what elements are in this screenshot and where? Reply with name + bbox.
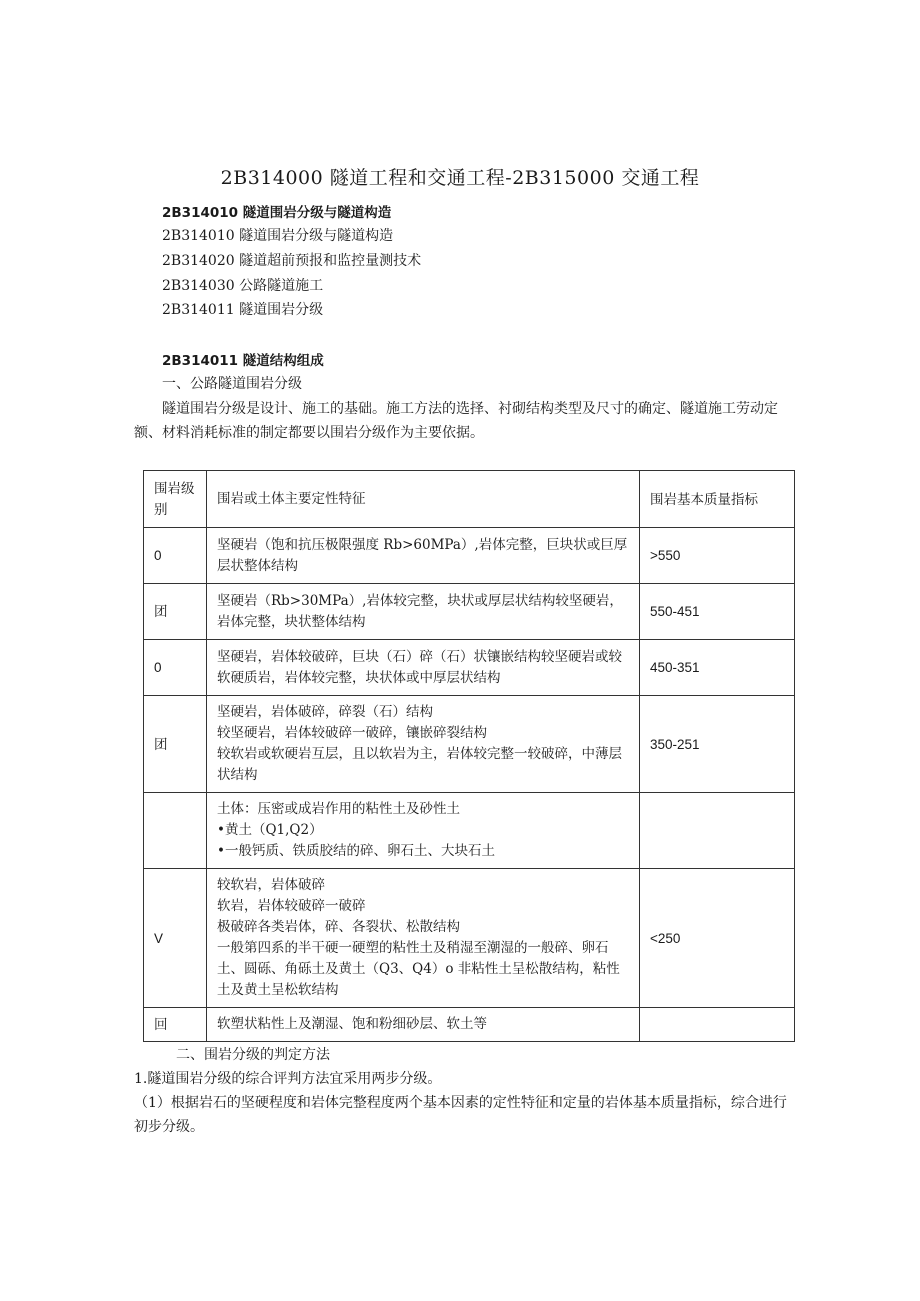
toc-item-1: 2B314010 隧道围岩分级与隧道构造 [162,205,392,221]
features-cell [207,696,640,793]
toc-item-4: 2B314030 公路隧道施工 [162,278,324,294]
grade-cell [144,793,207,869]
table-row [144,793,795,869]
feature-line: 坚硬岩，岩体破碎，碎裂（石）结构 [217,704,433,720]
feature-line: 土体：压密或成岩作用的粘性土及砂性土 [217,801,460,817]
method-point-1: 1.隧道围岩分级的综合评判方法宜采用两步分级。 [134,1071,442,1087]
grade-cell: 团 [144,696,207,793]
index-cell: 350-251 [640,696,795,793]
index-cell: >550 [640,528,795,584]
feature-line: 一般第四系的半干硬一硬塑的粘性土及稍湿至潮湿的一般碎、卵石土、圆砾、角砾土及黄土（Q3、Q4）o 非粘性土呈松散结构，粘性土及黄土呈松软结构 [217,940,620,998]
index-cell: <250 [640,869,795,1008]
index-cell: 550-451 [640,584,795,640]
feature-line: 软岩，岩体较破碎一破碎 [217,898,366,914]
subsection-heading-2: 二、围岩分级的判定方法 [176,1047,330,1063]
feature-line: •一般钙质、铁质胶结的碎、卵石土、大块石土 [217,843,495,859]
subsection-heading-1: 一、公路隧道围岩分级 [162,376,302,392]
feature-line: 坚硬岩（Rb>30MPa）,岩体较完整，块状或厚层状结构较坚硬岩，岩体完整，块状整体结构 [217,592,623,630]
header-index: 围岩基本质量指标 [640,471,795,528]
grade-cell: V [144,869,207,1008]
table-row [144,640,795,696]
header-grade: 围岩级别 [144,471,207,528]
table-row [144,696,795,793]
grade-cell: 0 [144,528,207,584]
features-cell [207,869,640,1008]
feature-line: •黄土（Q1,Q2） [217,822,323,838]
table-row [144,584,795,640]
features-cell [207,584,640,640]
features-cell [207,640,640,696]
table-header-row [144,471,795,528]
header-features: 围岩或土体主要定性特征 [207,471,640,528]
section-heading: 2B314011 隧道结构组成 [162,353,324,369]
table-row [144,528,795,584]
toc-item-3: 2B314020 隧道超前预报和监控量测技术 [162,253,422,269]
grade-cell: 团 [144,584,207,640]
feature-line: 较软岩，岩体破碎 [217,877,325,893]
grade-cell: 回 [144,1008,207,1042]
table-row [144,869,795,1008]
toc-item-5: 2B314011 隧道围岩分级 [162,302,324,318]
feature-line: 极破碎各类岩体，碎、各裂状、松散结构 [217,919,460,935]
table-row [144,1008,795,1042]
toc-item-2: 2B314010 隧道围岩分级与隧道构造 [162,228,394,244]
page-title: 2B314000 隧道工程和交通工程-2B315000 交通工程 [220,167,700,189]
feature-line: 较坚硬岩，岩体较破碎一破碎，镶嵌碎裂结构 [217,725,487,741]
features-cell [207,793,640,869]
feature-line: 坚硬岩，岩体较破碎，巨块（石）碎（石）状镶嵌结构较坚硬岩或较软硬质岩，岩体较完整，块状体或中厚层状结构 [217,648,622,686]
grade-cell: 0 [144,640,207,696]
index-cell [640,793,795,869]
features-cell [207,528,640,584]
index-cell [640,1008,795,1042]
feature-line: 较软岩或软硬岩互层，且以软岩为主，岩体较完整一较破碎，中薄层状结构 [217,746,622,783]
features-cell [207,1008,640,1042]
feature-line: 软塑状粘性上及潮湿、饱和粉细砂层、软土等 [217,1016,487,1032]
index-cell: 450-351 [640,640,795,696]
feature-line: 坚硬岩（饱和抗压极限强度 Rb>60MPa）,岩体完整，巨块状或巨厚层状整体结构 [217,536,628,574]
rock-grade-table [143,470,795,1042]
method-point-1-1: （1）根据岩石的坚硬程度和岩体完整程度两个基本因素的定性特征和定量的岩体基本质量指标，综合进行初步分级。 [134,1095,787,1135]
intro-paragraph: 隧道围岩分级是设计、施工的基础。施工方法的选择、衬砌结构类型及尺寸的确定、隧道施工劳动定额、材料消耗标准的制定都要以围岩分级作为主要依据。 [134,401,778,441]
